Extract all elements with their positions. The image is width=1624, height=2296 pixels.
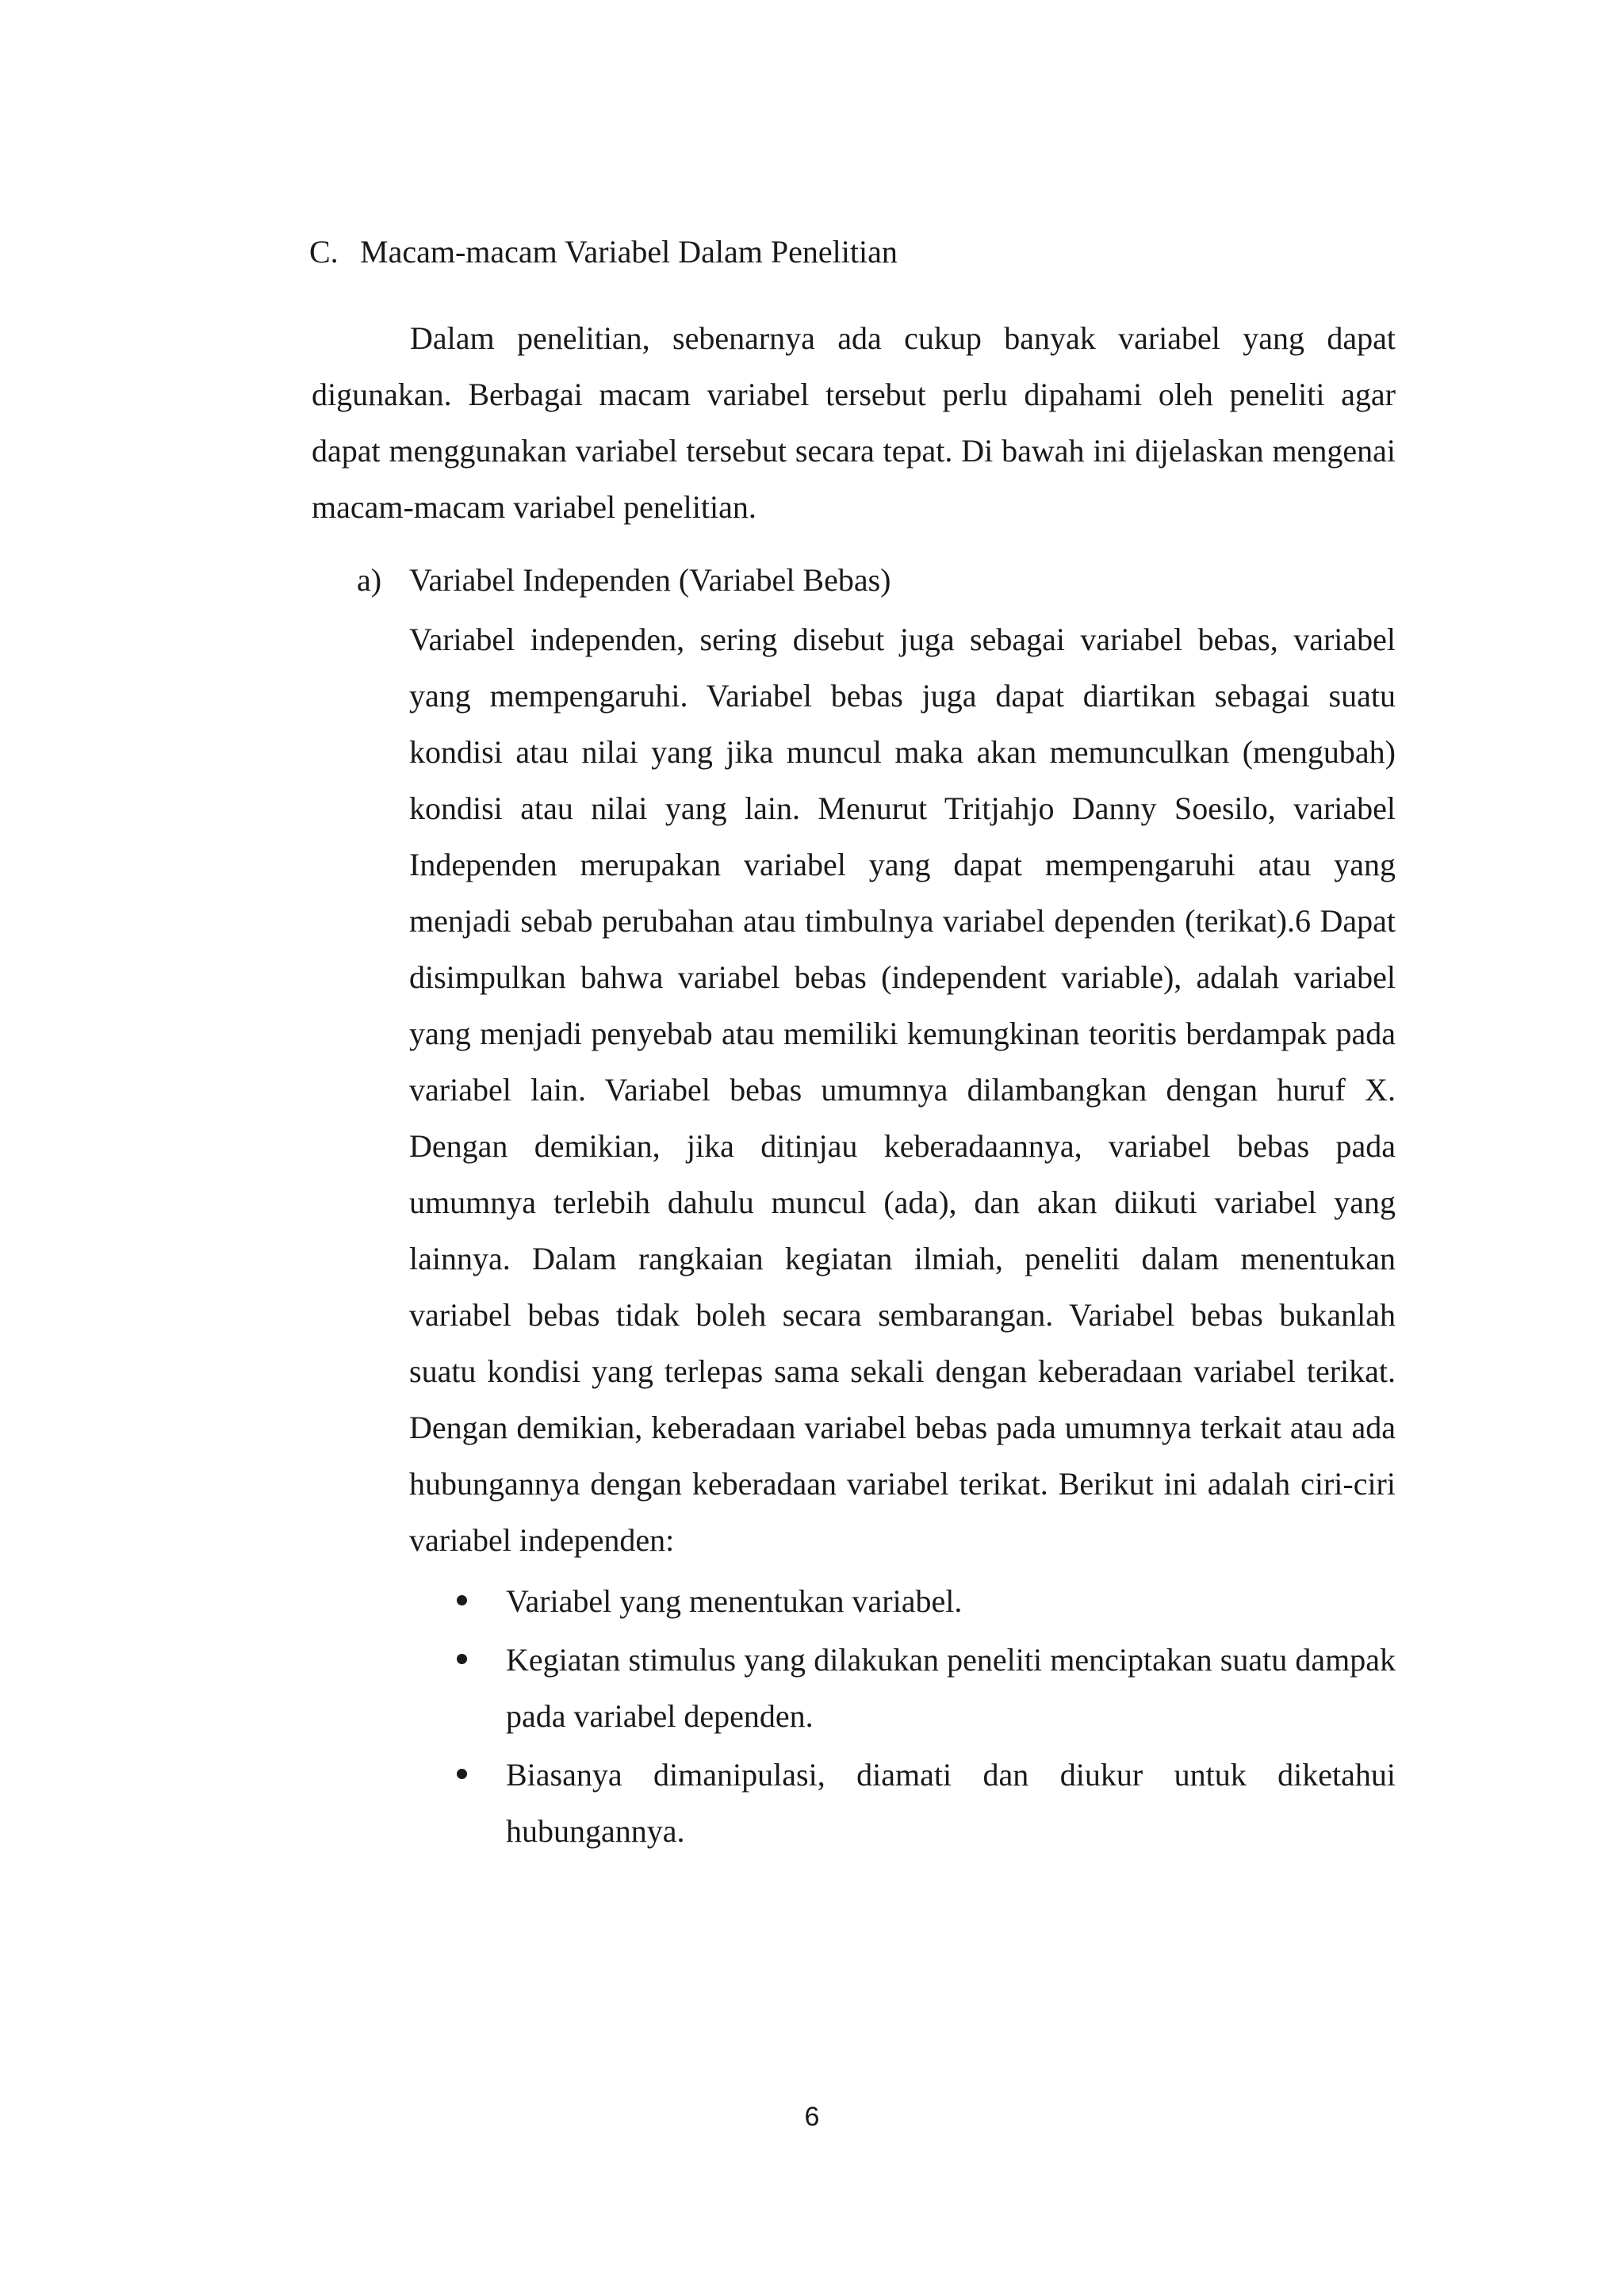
page-number: 6 bbox=[804, 2102, 820, 2132]
intro-paragraph: Dalam penelitian, sebenarnya ada cukup banyak variabel yang dapat digunakan. Berbagai macam variabel tersebut perlu dipahami oleh peneliti agar dapat menggunakan variabel tersebut secara tepat. Di bawah ini dijelaskan mengenai macam-macam variabel penelitian. bbox=[312, 320, 1396, 525]
characteristics-list bbox=[409, 1573, 1396, 1862]
section-heading bbox=[309, 230, 898, 274]
list-item-text: Variabel yang menentukan variabel. bbox=[506, 1583, 963, 1619]
list-item bbox=[409, 1573, 1396, 1629]
bullet-icon bbox=[457, 1654, 467, 1664]
subsection-title: Variabel Independen (Variabel Bebas) bbox=[409, 562, 891, 598]
list-item bbox=[409, 1747, 1396, 1859]
subsection-heading bbox=[357, 558, 891, 603]
list-item bbox=[409, 1632, 1396, 1744]
subsection-paragraph: Variabel independen, sering disebut juga sebagai variabel bebas, variabel yang mempengaruhi. Variabel bebas juga dapat diartikan sebagai suatu kondisi atau nilai yang jika muncul maka akan memunculkan (mengubah) kondisi atau nilai yang lain. Menurut Tritjahjo Danny Soesilo, variabel Independen merupakan variabel yang dapat mempengaruhi atau yang menjadi sebab perubahan atau timbulnya variabel dependen (terikat).6 Dapat disimpulkan bahwa variabel bebas (independent variable), adalah variabel yang menjadi penyebab atau memiliki kemungkinan teoritis berdampak pada variabel lain. Variabel bebas umumnya dilambangkan dengan huruf X. Dengan demikian, jika ditinjau keberadaannya, variabel bebas pada umumnya terlebih dahulu muncul (ada), dan akan diikuti variabel yang lainnya. Dalam rangkaian kegiatan ilmiah, peneliti dalam menentukan variabel bebas tidak boleh secara sembarangan. Variabel bebas bukanlah suatu kondisi yang terlepas sama sekali dengan keberadaan variabel terikat. Dengan demikian, keberadaan variabel bebas pada umumnya terkait atau ada hubungannya dengan keberadaan variabel terikat. Berikut ini adalah ciri-ciri variabel independen: bbox=[409, 622, 1396, 1558]
subsection-marker: a) bbox=[357, 562, 382, 598]
bullet-icon bbox=[457, 1769, 467, 1779]
section-title: Macam-macam Variabel Dalam Penelitian bbox=[360, 234, 898, 270]
bullet-icon bbox=[457, 1595, 467, 1605]
list-item-text: Biasanya dimanipulasi, diamati dan diukur untuk diketahui hubungannya. bbox=[506, 1757, 1396, 1849]
section-marker: C. bbox=[309, 234, 339, 270]
list-item-text: Kegiatan stimulus yang dilakukan peneliti menciptakan suatu dampak pada variabel dependen. bbox=[506, 1642, 1396, 1734]
